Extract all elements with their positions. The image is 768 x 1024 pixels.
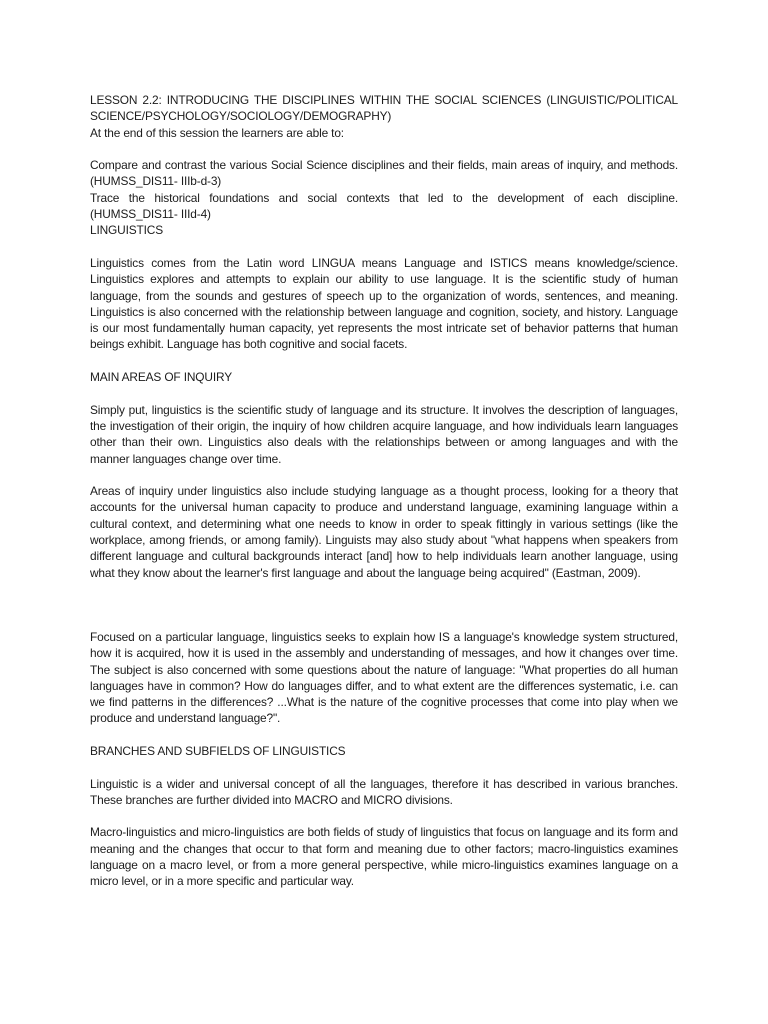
linguistics-paragraph: Linguistics comes from the Latin word LINGUA means Language and ISTICS means knowledge/science. Linguistics explores and attempts to explain our ability to use language. It is the scientific study of human language, from the sounds and gestures of speech up to the organization of words, sentences, and meaning. Linguistics is also concerned with the relationship between language and cognition, society, and history. Language is our most fundamentally human capacity, yet represents the most intricate set of behavior patterns that human beings exhibit. Language has both cognitive and social facets. bbox=[90, 255, 678, 352]
lesson-intro: At the end of this session the learners are able to: bbox=[90, 125, 344, 140]
objective-1: Compare and contrast the various Social Science disciplines and their fields, main areas of inquiry, and methods. (HUMSS_DIS11- IIIb-d-3) bbox=[90, 158, 678, 189]
branches-heading: BRANCHES AND SUBFIELDS OF LINGUISTICS bbox=[90, 743, 346, 758]
inquiry-paragraph-1: Simply put, linguistics is the scientific study of language and its structure. It involves the description of languages, the investigation of their origin, the inquiry of how children acquire language, and how individuals learn languages other than their own. Linguistics also deals with the relationships between or among languages and with the manner languages change over time. bbox=[90, 402, 678, 466]
linguistics-heading: LINGUISTICS bbox=[90, 223, 164, 238]
branches-paragraph-1: Linguistic is a wider and universal concept of all the languages, therefore it has described in various branches. These branches are further divided into MACRO and MICRO divisions. bbox=[90, 776, 678, 807]
branches-paragraph-2: Macro-linguistics and micro-linguistics are both fields of study of linguistics that focus on language and its form and meaning and the changes that occur to that form and meaning due to other factors; macro-linguistics examines language on a macro level, or from a more general perspective, while micro-linguistics examines language on a micro level, or in a more specific and particular way. bbox=[90, 825, 678, 889]
document-page bbox=[90, 92, 678, 890]
lesson-title: LESSON 2.2: INTRODUCING THE DISCIPLINES WITHIN THE SOCIAL SCIENCES (LINGUISTIC/POLITICAL SCIENCE/PSYCHOLOGY/SOCIOLOGY/DEMOGRAPHY) bbox=[90, 93, 678, 124]
inquiry-heading: MAIN AREAS OF INQUIRY bbox=[90, 370, 232, 385]
inquiry-paragraph-2: Areas of inquiry under linguistics also include studying language as a thought process, looking for a theory that accounts for the universal human capacity to produce and understand language, examining language within a cultural context, and determining what one needs to know in order to speak fittingly in various settings (like the workplace, among friends, or among family). Linguists may also study about "what happens when speakers from different language and cultural backgrounds interact [and] how to help individuals learn another language, using what they know about the learner's first language and about the language being acquired" (Eastman, 2009). bbox=[90, 484, 678, 580]
objective-2: Trace the historical foundations and social contexts that led to the development of each discipline. (HUMSS_DIS11- IIId-4) bbox=[90, 190, 678, 222]
inquiry-paragraph-3: Focused on a particular language, linguistics seeks to explain how IS a language's knowledge system structured, how it is acquired, how it is used in the assembly and understanding of messages, and how it changes over time. The subject is also concerned with some questions about the nature of language: "What properties do all human languages have in common? How do languages differ, and to what extent are the differences systematic, i.e. can we find patterns in the differences? ...What is the nature of the cognitive processes that come into play when we produce and understand language?". bbox=[90, 629, 678, 726]
